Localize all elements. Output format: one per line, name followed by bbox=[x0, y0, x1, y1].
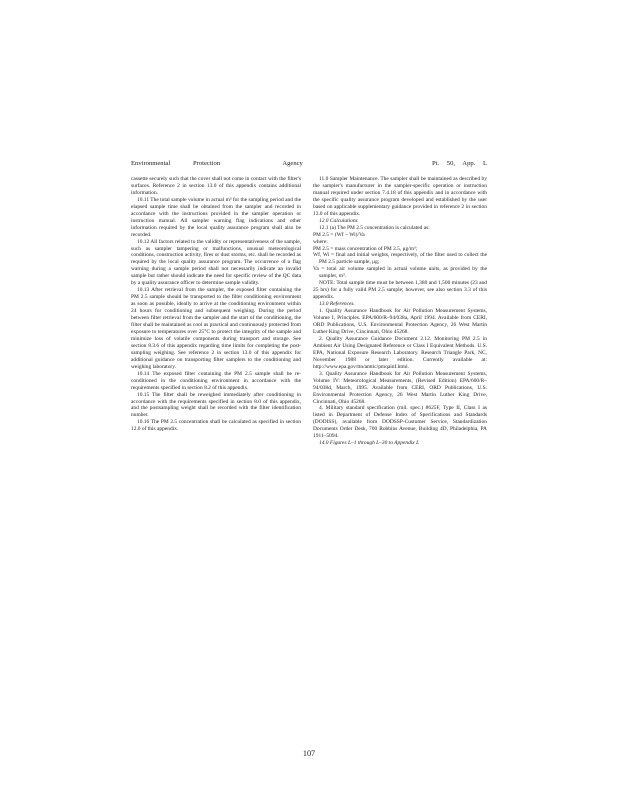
section-heading: 13.0 References. bbox=[319, 301, 355, 308]
right-column bbox=[313, 176, 487, 447]
formula: PM 2.5 = (Wf − Wi)/Va bbox=[313, 231, 365, 238]
paragraph: 11.0 Sampler Maintenance. The sampler shall be maintained as described by the sampler's manufacturer in the sampler-specific operation or instruction manual required under section 7.4.18 of this appendix and in accordance with the specific quality assurance program developed and established by the user based on applicable supplementary guidance provided in reference 2 in section 13.0 of this appendix. bbox=[313, 176, 487, 217]
agency-name-left: Environmental bbox=[131, 160, 171, 167]
page-number: 107 bbox=[302, 749, 316, 758]
part-reference: Pt. 50, App. L bbox=[431, 160, 487, 167]
paragraph: 10.11 The total sample volume in actual m³ for the sampling period and the elapsed sample time shall be obtained from the sampler and recorded in accordance with the instructions provided in the sampler operation or instruction manual. All sampler warning flag indications and other information required by the local quality assurance program shall also be recorded. bbox=[131, 196, 301, 238]
paragraph: 10.16 The PM 2.5 concentration shall be calculated as specified in section 12.0 of this appendix. bbox=[131, 419, 301, 433]
reference-item: 3. Quality Assurance Handbook for Air Pollution Measurement Systems, Volume IV: Meteorological Measurements, (Revised Edition) EPA/600/R–94/038d, March, 1995. Available from CERI, ORD Publications, U.S. Environmental Protection Agency, 26 West Martin Luther King Drive, Cincinnati, Ohio 45268. bbox=[313, 370, 487, 405]
reference-item: 2. Quality Assurance Guidance Document 2.12. Monitoring PM 2.5 in Ambient Air Using Designated Reference or Class I Equivalent Methods. U.S. EPA, National Exposure Research Laboratory. Research Triangle Park, NC, November 1988 or later edition. Currently available at: http://www.epa.gov/ttn/amtic/pmqainf.html. bbox=[313, 335, 487, 370]
reference-item: 1. Quality Assurance Handbook for Air Pollution Measurement Systems, Volume I, Principles. EPA/600/R–94/038a, April 1994. Available from CERI, ORD Publications, U.S. Environmental Protection Agency, 26 West Martin Luther King Drive, Cincinnati, Ohio 45268. bbox=[313, 308, 487, 335]
paragraph: 10.12 All factors related to the validity or representativeness of the sample, such as sampler tampering or malfunctions, unusual meteorological conditions, construction activity, fires or dust storms, etc. shall be recorded as required by the local quality assurance program. The occurrence of a flag warning during a sample period shall not necessarily indicate an invalid sample but rather should indicate the need for specific review of the QC data by a quality assurance officer to determine sample validity. bbox=[131, 238, 301, 287]
paragraph: where: bbox=[313, 238, 328, 245]
paragraph: cassette securely such that the cover shall not come in contact with the filter's surfaces. Reference 2 in section 13.0 of this appendix contains additional information. bbox=[131, 176, 301, 196]
reference-item: 4. Military standard specification (mil. spec.) 8625F, Type II, Class I as listed in Department of Defense Index of Specifications and Standards (DODISS), available from DODSSP-Customer Service, Standardization Documents Order Desk, 700 Robbins Avenue, Building 4D, Philadelphia, PA 1911–5094. bbox=[313, 405, 487, 440]
definition-item: Wf, Wi = final and initial weights, respectively, of the filter used to collect the PM 2.5 particle sample, μg; bbox=[313, 252, 487, 266]
paragraph: 10.14 The exposed filter containing the PM 2.5 sample shall be re-conditioned in the conditioning environment in accordance with the requirements specified in section 8.2 of this appendix. bbox=[131, 370, 301, 391]
paragraph: 10.15 The filter shall be reweighed immediately after conditioning in accordance with the requirements specified in section 8.0 of this appendix, and the postsampling weight shall be recorded with the filter identification number. bbox=[131, 391, 301, 419]
paragraph: 12.1 (a) The PM 2.5 concentration is calculated as: bbox=[319, 224, 430, 231]
section-heading: 14.0 Figures L–1 through L–30 to Appendix L bbox=[319, 440, 420, 447]
paragraph: 10.13 After retrieval from the sampler, the exposed filter containing the PM 2.5 sample should be transported to the filter conditioning environment as soon as possible, ideally to arrive at the conditioning environment within 24 hours for conditioning and subsequent weighing. During the period between filter retrieval from the sampler and the start of the conditioning, the filter shall be maintained as cool as practical and continuously protected from exposure to temperatures over 25°C to protect the integrity of the sample and minimize loss of volatile components during transport and storage. See section 8.3.6 of this appendix regarding time limits for completing the post-sampling weighing. See reference 2 in section 13.0 of this appendix for additional guidance on transporting filter samplers to the conditioning and weighing laboratory. bbox=[131, 287, 301, 370]
section-heading: 12.0 Calculations bbox=[319, 217, 358, 224]
agency-name-rest: Protection Agency bbox=[193, 160, 303, 167]
definition-item: Va = total air volume sampled in actual volume units, as provided by the sampler, m³. bbox=[313, 266, 487, 280]
note: NOTE: Total sample time must be between 1,380 and 1,500 minutes (23 and 25 hrs) for a fully valid PM 2.5 sample; however, see also section 3.3 of this appendix. bbox=[313, 280, 487, 301]
left-column bbox=[131, 176, 301, 433]
definition-item: PM 2.5 = mass concentration of PM 2.5, μg/m³; bbox=[313, 245, 418, 252]
